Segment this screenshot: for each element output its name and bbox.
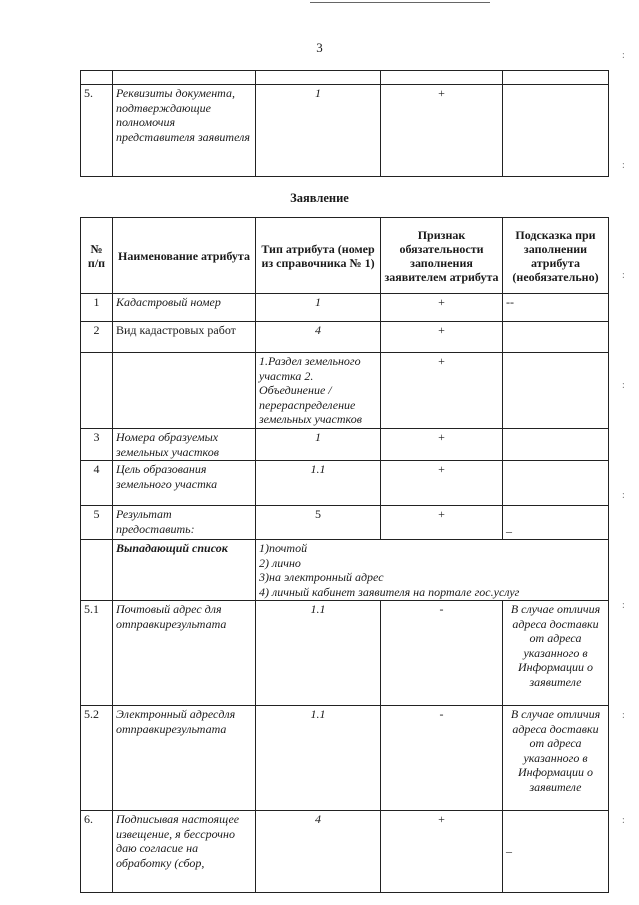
- required-mark: +: [381, 294, 503, 322]
- row-number: 6.: [81, 811, 113, 893]
- attribute-type: 4: [256, 811, 381, 893]
- table-row: [81, 461, 609, 506]
- top-table: [80, 70, 609, 177]
- required-mark: +: [381, 429, 503, 461]
- table-row: [81, 601, 609, 706]
- row-number: 3: [81, 429, 113, 461]
- table-row: [81, 322, 609, 353]
- attribute-type: 1.1: [256, 461, 381, 506]
- row-number: 4: [81, 461, 113, 506]
- header-row: [81, 218, 609, 294]
- row-number: 1: [81, 294, 113, 322]
- attribute-name: Электронный адресдля отправкирезультата: [113, 706, 256, 811]
- dropdown-options: [256, 540, 609, 601]
- attribute-name: Подписывая настоящее извещение, я бессрочно даю согласие на обработку (сбор,: [113, 811, 256, 893]
- attribute-name: Результат предоставить:: [113, 506, 256, 540]
- margin-scan-mark: :: [622, 50, 625, 61]
- attribute-type: 1.1: [256, 601, 381, 706]
- required-mark: -: [381, 706, 503, 811]
- margin-scan-mark: :: [622, 600, 625, 611]
- attribute-name: Почтовый адрес для отправкирезультата: [113, 601, 256, 706]
- hint: В случае отличия адреса доставки от адреса указанного в Информации о заявителе: [503, 706, 609, 811]
- table-row: [81, 706, 609, 811]
- hint: [503, 353, 609, 429]
- attribute-type: 4: [256, 322, 381, 353]
- required-mark: +: [381, 85, 503, 177]
- required-mark: +: [381, 322, 503, 353]
- dropdown-row: [81, 540, 609, 601]
- table-row: [81, 506, 609, 540]
- attribute-name: Кадастровый номер: [113, 294, 256, 322]
- required-mark: +: [381, 353, 503, 429]
- header-num: № п/п: [81, 218, 113, 294]
- hint: –: [503, 506, 609, 540]
- table-row: [81, 294, 609, 322]
- required-mark: +: [381, 506, 503, 540]
- attribute-type: 1.1: [256, 706, 381, 811]
- dropdown-option: 2) лично: [259, 555, 301, 570]
- attribute-type: 1: [256, 85, 381, 177]
- header-type: Тип атрибута (номер из справочника № 1): [256, 218, 381, 294]
- attribute-type: 5: [256, 506, 381, 540]
- attribute-name: Реквизиты документа, подтверждающие полномочия представителя заявителя: [113, 85, 256, 177]
- row-number: 2: [81, 322, 113, 353]
- row-number: [81, 353, 113, 429]
- margin-scan-mark: :: [622, 160, 625, 171]
- row-number: 5.1: [81, 601, 113, 706]
- row-number: 5.: [81, 85, 113, 177]
- table-row: [81, 353, 609, 429]
- attribute-type: 1: [256, 294, 381, 322]
- attribute-name: Вид кадастровых работ: [113, 322, 256, 353]
- row-number: 5.2: [81, 706, 113, 811]
- attribute-name: Цель образования земельного участка: [113, 461, 256, 506]
- hint: [503, 461, 609, 506]
- hint: [503, 429, 609, 461]
- attribute-type: 1.Раздел земельного участка 2. Объединение /перераспределение земельных участков: [256, 353, 381, 429]
- row-number: 5: [81, 506, 113, 540]
- top-rule: [310, 2, 490, 3]
- required-mark: +: [381, 811, 503, 893]
- margin-scan-mark: :: [622, 710, 625, 721]
- required-mark: +: [381, 461, 503, 506]
- header-name: Наименование атрибута: [113, 218, 256, 294]
- page-number: 3: [316, 40, 323, 55]
- margin-scan-mark: :: [622, 815, 625, 826]
- top-table-header-stub: [81, 71, 609, 85]
- dropdown-label: Выпадающий список: [113, 540, 256, 601]
- header-required: Признак обязательности заполнения заявителем атрибута: [381, 218, 503, 294]
- dropdown-option: 4) личный кабинет заявителя на портале гос.услуг: [259, 584, 520, 599]
- section-title: Заявление: [290, 191, 349, 205]
- main-table: [80, 217, 609, 893]
- table-row: [81, 85, 609, 177]
- dropdown-option: 3)на электронный адрес: [259, 570, 384, 584]
- header-hint: Подсказка при заполнении атрибута (необязательно): [503, 218, 609, 294]
- margin-scan-mark: :: [622, 490, 625, 501]
- hint: --: [503, 294, 609, 322]
- table-row: [81, 811, 609, 893]
- required-mark: -: [381, 601, 503, 706]
- hint: –: [503, 811, 609, 893]
- attribute-type: 1: [256, 429, 381, 461]
- margin-scan-mark: :: [622, 270, 625, 281]
- margin-scan-mark: :: [622, 380, 625, 391]
- hint: [503, 322, 609, 353]
- attribute-name: Номера образуемых земельных участков: [113, 429, 256, 461]
- table-row: [81, 429, 609, 461]
- attribute-name: [113, 353, 256, 429]
- hint: В случае отличия адреса доставки от адреса указанного в Информации о заявителе: [503, 601, 609, 706]
- hint: [503, 85, 609, 177]
- dropdown-option: 1)почтой: [259, 541, 308, 555]
